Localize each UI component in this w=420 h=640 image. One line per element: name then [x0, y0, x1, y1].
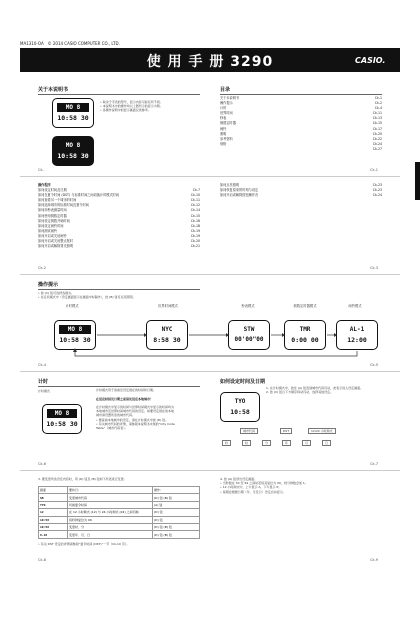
toc-item[interactable]: 规格 Ck-24 — [220, 141, 382, 146]
page-number: Ck-9 — [370, 558, 378, 562]
timekeeping-subtitle: 计时模式 — [38, 389, 51, 393]
procedure-item[interactable]: 如何设定倒数开始时间 Ck-16 — [38, 218, 200, 223]
mode-label-world-time: 世界时间模式 — [158, 304, 178, 308]
procedure-item[interactable]: 如何选择城市的标准时间及夏令时间 Ck-12 — [38, 203, 200, 208]
watch-lcd-line2: 10:58 30 — [59, 336, 91, 344]
watch-lcd-line1: STW — [243, 326, 255, 333]
table-header-cell: 画面 — [39, 487, 68, 494]
table-header-cell: 要执行： — [68, 487, 153, 494]
table-cell: 变更时、分 — [68, 523, 153, 530]
table-cell: 在 12 小时制式 (12) 与 24 小时制式 (24) 之间切换 — [68, 509, 153, 516]
table-cell: 将秒钟复位为 00 — [68, 516, 153, 523]
table-row — [39, 516, 200, 523]
seq-hour: 时 — [242, 440, 251, 446]
note-text: • 12 小时制式中，上午显示 A，下午显示 P。 — [220, 485, 282, 490]
procedure-item[interactable]: 如何在夏令时间 (DST) 与标准时间之间切换计时模式时间 Ck-10 — [38, 193, 200, 198]
watch-lcd-line2: 12:00 — [347, 336, 367, 344]
table-row — [39, 494, 200, 501]
settings-table — [38, 486, 200, 539]
body-text: 在计时模式中显示的时间与世界时间模式中显示的时间均为 — [96, 405, 175, 409]
watch-lcd-line2: 8:58 30 — [153, 336, 181, 344]
page-number: Ck-3 — [370, 266, 378, 270]
table-row — [39, 523, 200, 530]
settings-note: • 有关 DST 设定的详情请参阅“夏令时间 (DST)”一节（Ck-10 页）。 — [38, 542, 130, 546]
watch-lcd-line1: MO 8 — [57, 103, 89, 112]
page-number: Ck-8 — [38, 558, 46, 562]
toc-item[interactable]: 秒表 Ck-13 — [220, 116, 382, 121]
toc-item[interactable]: 世界时间 Ck-11 — [220, 111, 382, 116]
procedure-item[interactable]: 如何查看另一个城市的时间 Ck-11 — [38, 198, 200, 203]
mode-label-timer: 倒数定时器模式 — [293, 304, 317, 308]
note-text: • 当秒数在 30 至 59 之间时若将其复位为 00，则分钟数会加 1。 — [220, 481, 308, 486]
procedure-item[interactable]: 如何使用倒数定时器 Ck-15 — [38, 213, 200, 218]
set-time-steps — [266, 386, 382, 394]
table-cell: 切换夏令时间 — [68, 501, 153, 508]
watch-lcd-line1: MO 8 — [47, 409, 77, 418]
watch-lcd-line1: MO 8 — [59, 325, 91, 334]
bullet-text: • 各操作说明中的显示画面仅供参考。 — [100, 108, 151, 113]
table-cell: 变更年、月、日 — [68, 531, 153, 538]
body-text: • 有关城市代码的详情，请参阅本说明书末尾的“City Code — [96, 421, 175, 426]
page-number: Ck-2 — [38, 266, 46, 270]
procedure-item[interactable]: 如何测试闹铃 Ck-19 — [38, 228, 200, 233]
procedure-item[interactable]: 如何恢复原来的时刻与设定 Ck-23 — [220, 188, 382, 193]
table-cell: TYO — [39, 501, 68, 508]
casio-logo: CASIO. — [355, 56, 386, 65]
table-row — [39, 531, 200, 538]
section-title-operation: 操作提示 — [38, 282, 59, 288]
setting-sequence — [222, 428, 382, 454]
table-cell: 10:58 — [39, 516, 68, 523]
seq-dst: DST — [280, 428, 292, 434]
note-text: • 星期会根据日期（年、月及日）设定自动显示。 — [220, 489, 286, 494]
page-number: Ck-7 — [370, 462, 378, 466]
body-text: 城市请设置所需的城市代码。 — [96, 413, 136, 418]
toc-list: 关于本说明书 Ck-1 操作提示 Ck-2 计时 Ck-4 世界时间 Ck-11 秒表 Ck-13 倒数定时器 Ck-15 闹铃 Ck-17 照明 Ck-20 参考资料 Ck-22 规格 Ck-24 Ck-27 — [220, 96, 382, 151]
watch-lcd-line2: 0:00 00 — [291, 336, 319, 344]
table-header-cell: 操作： — [153, 487, 200, 494]
table-cell: 变更城市代码 — [68, 494, 153, 501]
procedure-item[interactable]: 如何设定时间及日期 Ck-7 — [38, 188, 200, 193]
note-text: 4. 按 (A) 钮退出设定画面。 — [220, 477, 258, 481]
toc-item[interactable]: 关于本说明书 Ck-1 — [220, 96, 382, 100]
timekeeping-heading: 在设定时间及日期之前请先设定本地城市！ — [96, 397, 154, 401]
timekeeping-watch — [42, 404, 82, 434]
seq-month: 月 — [302, 440, 311, 446]
doc-code: MA1310-OA © 2014 CASIO COMPUTER CO., LTD. — [20, 41, 120, 46]
procedure-item[interactable]: 如何开启或关闭整点报时 Ck-20 — [38, 239, 200, 244]
watch-lcd-line2: 10:58 30 — [57, 114, 89, 122]
toc-item[interactable]: 操作提示 Ck-2 — [220, 101, 382, 106]
page-number: Ck-1 — [370, 168, 378, 172]
table-cell: (D) 钮 (B) 钮 — [153, 494, 200, 501]
procedure-item[interactable]: 如何开启或解除背光照明 Ck-21 — [38, 244, 200, 249]
bullet-text: • 本说明书中的操作均以上图所示的显示为例。 — [100, 104, 163, 109]
toc-item[interactable]: 参考资料 Ck-22 — [220, 136, 382, 141]
procedure-item[interactable]: 如何开启或解除按钮操作音 Ck-24 — [220, 193, 382, 198]
seq-city-code: 城市代码 — [240, 428, 258, 434]
toc-item[interactable]: 照明 Ck-20 — [220, 131, 382, 136]
table-cell: (D) 钮 — [153, 516, 200, 523]
table-cell: 12 — [39, 509, 68, 516]
note-text: • 在任何模式中（设定画面显示在画面中时除外），按 (B) 钮可点亮照明。 — [38, 295, 136, 300]
divider — [38, 386, 200, 387]
procedure-item[interactable]: 如何设定闹铃时间 Ck-18 — [38, 223, 200, 228]
section-title-about: 关于本说明书 — [38, 87, 69, 93]
page-number: Ck- — [38, 168, 44, 172]
watch-lcd-line2: 00'00"00 — [234, 336, 264, 343]
seq-12-24: 12/24 小时制式 — [308, 428, 336, 434]
step-text: 1. 在计时模式中，按住 (A) 钮直到城市代码闪动，此表示进入设定画面。 — [266, 386, 364, 390]
toc-item[interactable]: 闹铃 Ck-17 — [220, 126, 382, 131]
seq-day: 日 — [322, 440, 331, 446]
table-header-row — [39, 487, 200, 494]
watch-lcd-line1: TYO — [234, 398, 246, 405]
body-text: 本地城市及世界时间城市代码的设定。如要设定现在的本地 — [96, 409, 175, 414]
page-title: 使 用 手 册 3290 — [146, 54, 274, 70]
timekeeping-body — [96, 405, 200, 430]
procedure-item[interactable]: 如何点亮照明 Ck-23 — [220, 183, 382, 187]
note-text: • 按 (C) 钮可选择各模式。 — [38, 291, 75, 295]
table-cell: 10:58 — [39, 523, 68, 530]
section-title-contents: 目录 — [220, 87, 231, 93]
mode-label-stopwatch: 秒表模式 — [241, 304, 255, 308]
mode-label-timekeeping: 计时模式 — [65, 304, 79, 308]
seq-year: 年 — [282, 440, 291, 446]
set-time-watch — [220, 392, 260, 422]
watch-lcd-line2: 10:58 30 — [55, 151, 91, 161]
page-separator — [20, 371, 400, 372]
mode-label-alarm: 闹铃模式 — [348, 304, 362, 308]
watch-lcd-line1: TMR — [299, 326, 311, 333]
watch-lcd-line2: 10:58 30 — [46, 420, 78, 428]
seq-minutes: 分 — [262, 440, 271, 446]
timekeeping-side-note: 计时模式用于查看及设定现在的时间和日期。 — [96, 388, 157, 392]
watch-lcd-line1: AL-1 — [349, 326, 365, 333]
page-number: Ck-5 — [370, 363, 378, 367]
page-number: Ck-6 — [38, 462, 46, 466]
procedures-title: 操作程序 — [38, 183, 51, 187]
table-cell: (D) 钮 (B) 钮 — [153, 523, 200, 530]
body-text: • 要查看本地城市的设定，请在计时模式中按 (D) 钮。 — [96, 417, 169, 422]
table-cell: (D) 钮 (B) 钮 — [153, 531, 200, 538]
section-title-set-time: 如何设定时间及日期 — [220, 379, 266, 385]
table-cell: SB — [39, 494, 68, 501]
seq-seconds: 秒 — [222, 440, 231, 446]
table-cell: (D) 钮 — [153, 509, 200, 516]
body-text: Table”（城市代码表）。 — [96, 426, 128, 431]
procedure-item[interactable]: 如何开启或关闭闹铃 Ck-19 — [38, 233, 200, 238]
table-row — [39, 501, 200, 508]
step-text: 2. 按 (C) 钮以下方顺序移动闪动，选择其他设定。 — [266, 390, 334, 395]
exit-setting-notes — [220, 477, 382, 494]
watch-lcd-line1: MO 8 — [57, 141, 89, 150]
page-separator — [20, 470, 400, 471]
toc-item[interactable]: 倒数定时器 Ck-15 — [220, 121, 382, 126]
watch-lcd-line2: 10:58 — [230, 408, 250, 416]
section-title-timekeeping: 计时 — [38, 379, 49, 385]
procedure-item[interactable]: 如何用秒表测量时间 Ck-14 — [38, 208, 200, 213]
table-row — [39, 509, 200, 516]
page-number: Ck-4 — [38, 363, 46, 367]
watch-lcd-line1: NYC — [161, 326, 173, 333]
toc-item[interactable]: 计时 Ck-4 — [220, 106, 382, 111]
table-cell: (A) 钮 — [153, 501, 200, 508]
settings-intro: 3. 要变更所选设定内容时，用 (D) 钮及 (B) 钮如下所述进行变更。 — [38, 477, 127, 481]
bullet-text: • 取决于手表的型号，显示内容可能有所不同。 — [100, 100, 163, 104]
table-cell: 8.28 — [39, 531, 68, 538]
